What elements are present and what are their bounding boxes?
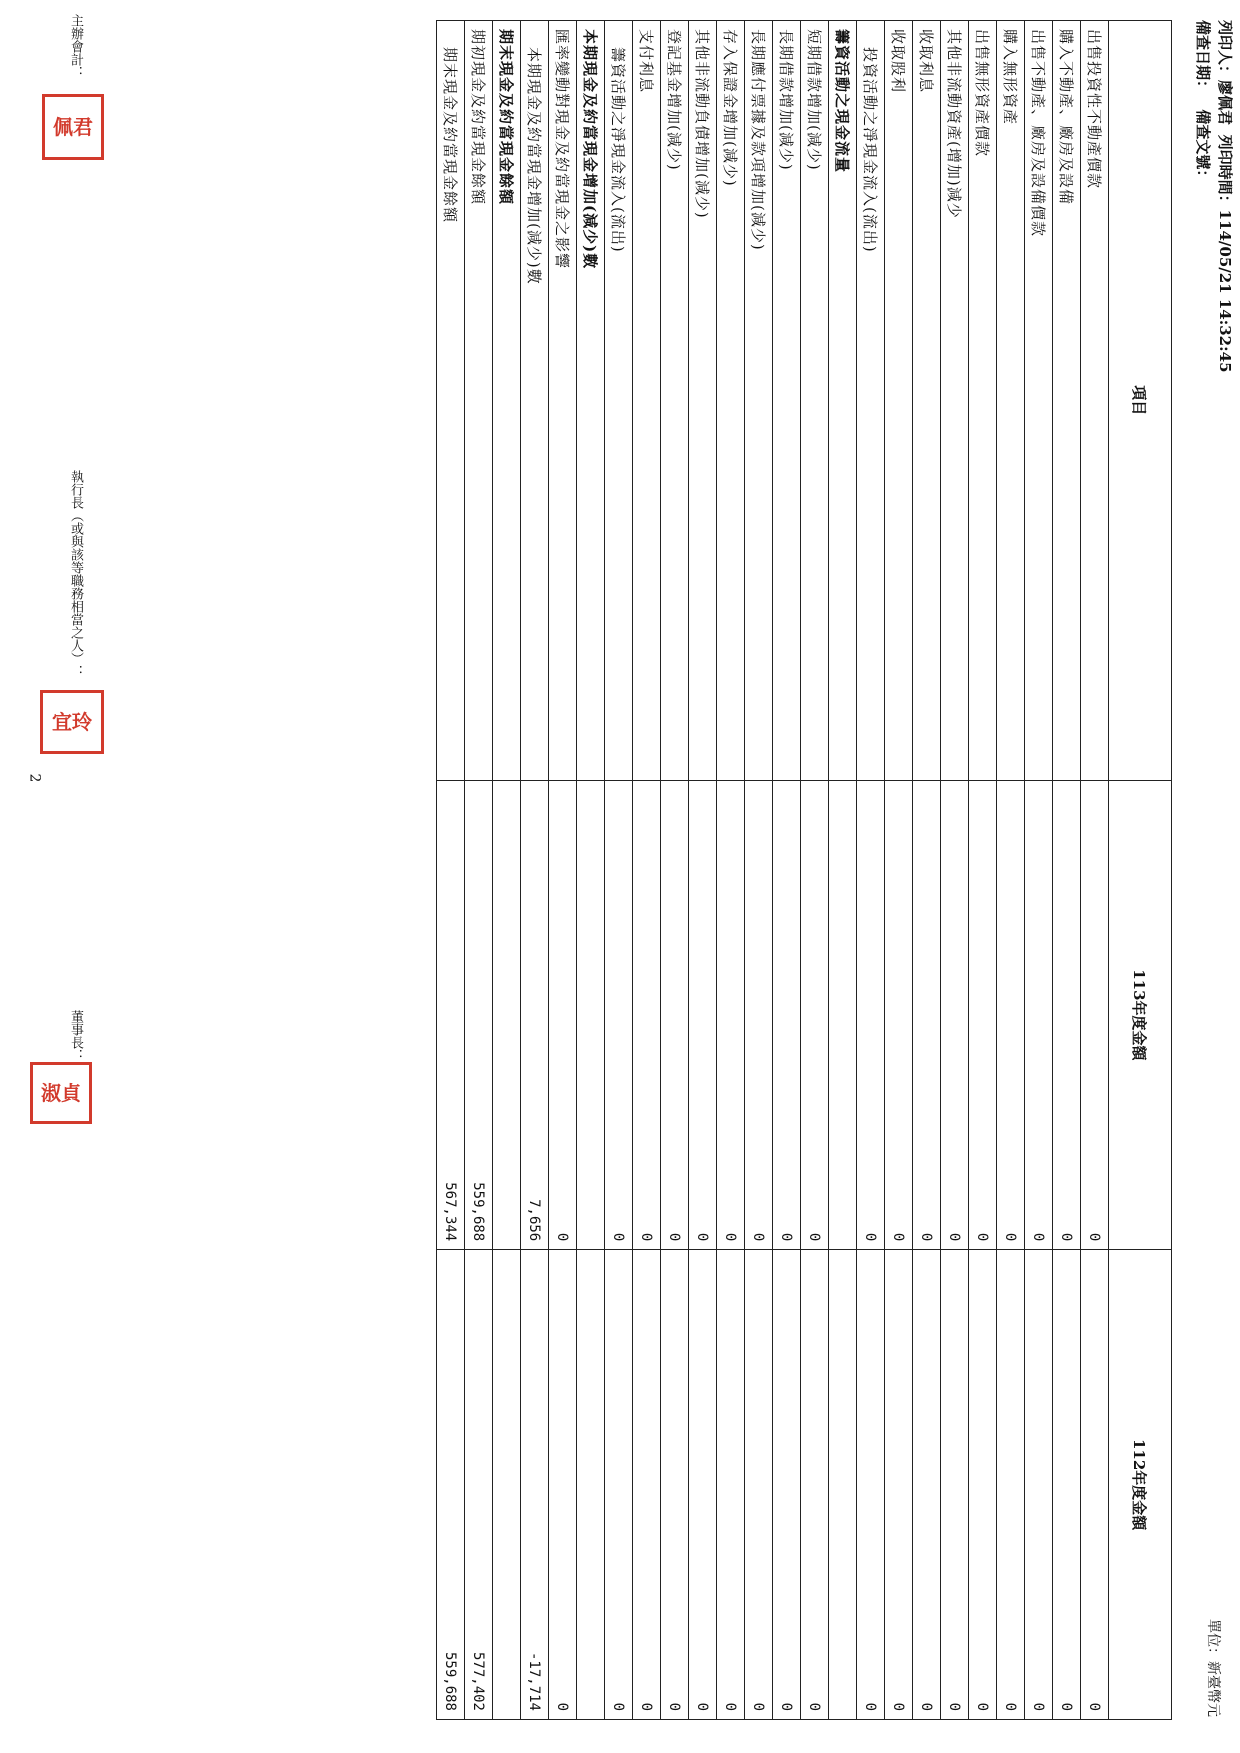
- chairman-seal: 淑貞: [30, 1062, 92, 1124]
- table-row: [1053, 21, 1081, 1720]
- row-label: 籌資活動之現金流量: [829, 21, 857, 781]
- row-label: 匯率變動對現金及約當現金之影響: [549, 21, 577, 781]
- chairman-label: 董事長：: [68, 1010, 83, 1062]
- amount-113: 0: [997, 780, 1025, 1250]
- amount-113: 0: [1025, 780, 1053, 1250]
- ceo-label: 執行長（或與該等職務相當之人）：: [68, 470, 83, 678]
- amount-113: 0: [1053, 780, 1081, 1250]
- amount-112: -17,714: [521, 1250, 549, 1720]
- amount-112: [577, 1250, 605, 1720]
- row-label: 本期現金及約當現金增加(減少)數: [577, 21, 605, 781]
- amount-112: 0: [941, 1250, 969, 1720]
- amount-112: 577,402: [465, 1250, 493, 1720]
- table-row: [661, 21, 689, 1720]
- amount-112: 0: [689, 1250, 717, 1720]
- amount-112: 0: [661, 1250, 689, 1720]
- row-label: 收取利息: [913, 21, 941, 781]
- amount-113: [577, 780, 605, 1250]
- row-label: 購入無形資產: [997, 21, 1025, 781]
- amount-112: 0: [969, 1250, 997, 1720]
- table-row: [885, 21, 913, 1720]
- table-row: [521, 21, 549, 1720]
- row-label: 登記基金增加(減少): [661, 21, 689, 781]
- amount-113: 7,656: [521, 780, 549, 1250]
- amount-113: 0: [633, 780, 661, 1250]
- table-row: [633, 21, 661, 1720]
- row-label: 出售不動產、廠房及設備價款: [1025, 21, 1053, 781]
- amount-113: 0: [1081, 780, 1109, 1250]
- table-row: [745, 21, 773, 1720]
- print-time: 114/05/21 14:32:45: [1216, 209, 1234, 373]
- table-row: [437, 21, 465, 1720]
- table-body: [437, 21, 1109, 1720]
- table-row: [717, 21, 745, 1720]
- col-113-header: 113年度金額: [1109, 780, 1172, 1250]
- amount-112: 0: [997, 1250, 1025, 1720]
- amount-113: 0: [717, 780, 745, 1250]
- amount-113: 0: [801, 780, 829, 1250]
- table-row: [997, 21, 1025, 1720]
- amount-113: 559,688: [465, 780, 493, 1250]
- amount-112: 0: [857, 1250, 885, 1720]
- amount-113: 0: [689, 780, 717, 1250]
- row-label: 短期借款增加(減少): [801, 21, 829, 781]
- cash-flow-table: [436, 20, 1172, 1720]
- table-row: [465, 21, 493, 1720]
- amount-112: 0: [1081, 1250, 1109, 1720]
- row-label: 期初現金及約當現金餘額: [465, 21, 493, 781]
- table-row: [857, 21, 885, 1720]
- table-row: [1025, 21, 1053, 1720]
- table-row: [493, 21, 521, 1720]
- amount-112: 0: [717, 1250, 745, 1720]
- row-label: 支付利息: [633, 21, 661, 781]
- row-label: 籌資活動之淨現金流入(流出): [605, 21, 633, 781]
- amount-112: 0: [549, 1250, 577, 1720]
- amount-113: 0: [661, 780, 689, 1250]
- print-time-label: 列印時間：: [1216, 134, 1234, 210]
- row-label: 本期現金及約當現金增加(減少)數: [521, 21, 549, 781]
- printer-label: 列印人：: [1216, 20, 1234, 81]
- table-row: [969, 21, 997, 1720]
- amount-112: 0: [913, 1250, 941, 1720]
- amount-113: 0: [773, 780, 801, 1250]
- amount-112: 0: [1025, 1250, 1053, 1720]
- amount-113: 0: [745, 780, 773, 1250]
- row-label: 出售投資性不動產價款: [1081, 21, 1109, 781]
- table-row: [913, 21, 941, 1720]
- amount-112: 0: [885, 1250, 913, 1720]
- row-label: 出售無形資產價款: [969, 21, 997, 781]
- row-label: 收取股利: [885, 21, 913, 781]
- amount-113: 0: [969, 780, 997, 1250]
- amount-112: 0: [745, 1250, 773, 1720]
- row-label: 期末現金及約當現金餘額: [437, 21, 465, 781]
- amount-113: 0: [549, 780, 577, 1250]
- row-label: 長期借款增加(減少): [773, 21, 801, 781]
- table-row: [605, 21, 633, 1720]
- amount-112: [829, 1250, 857, 1720]
- amount-113: 0: [605, 780, 633, 1250]
- table-row: [1081, 21, 1109, 1720]
- amount-112: 0: [633, 1250, 661, 1720]
- printer-name: 廖佩君: [1216, 80, 1234, 126]
- amount-113: 0: [857, 780, 885, 1250]
- row-label: 長期應付票據及款項增加(減少): [745, 21, 773, 781]
- amount-113: 567,344: [437, 780, 465, 1250]
- row-label: 其他非流動資產(增加)減少: [941, 21, 969, 781]
- table-row: [549, 21, 577, 1720]
- amount-112: 0: [1053, 1250, 1081, 1720]
- row-label: 其他非流動負債增加(減少): [689, 21, 717, 781]
- amount-113: [829, 780, 857, 1250]
- table-row: [801, 21, 829, 1720]
- amount-112: 0: [773, 1250, 801, 1720]
- table-row: [689, 21, 717, 1720]
- table-row: [773, 21, 801, 1720]
- amount-113: 0: [941, 780, 969, 1250]
- table-row: [829, 21, 857, 1720]
- amount-113: 0: [885, 780, 913, 1250]
- table-row: [577, 21, 605, 1720]
- amount-112: 0: [801, 1250, 829, 1720]
- row-label: 投資活動之淨現金流入(流出): [857, 21, 885, 781]
- table-row: [941, 21, 969, 1720]
- amount-113: [493, 780, 521, 1250]
- amount-112: 0: [605, 1250, 633, 1720]
- row-label: 期末現金及約當現金餘額: [493, 21, 521, 781]
- currency-unit: 單位：新臺幣元: [1205, 1619, 1221, 1717]
- accountant-label: 主辦會計：: [68, 14, 83, 79]
- col-112-header: 112年度金額: [1109, 1250, 1172, 1720]
- table-header-row: [1109, 21, 1172, 1720]
- filing-doc-label: 備查文號：: [1194, 109, 1212, 185]
- row-label: 購入不動產、廠房及設備: [1053, 21, 1081, 781]
- row-label: 存入保證金增加(減少): [717, 21, 745, 781]
- col-item-header: 項目: [1109, 21, 1172, 781]
- amount-112: 559,688: [437, 1250, 465, 1720]
- filing-date-label: 備查日期：: [1194, 20, 1212, 96]
- filing-info-line: [1193, 20, 1214, 184]
- ceo-seal: 宜玲: [40, 690, 104, 754]
- amount-113: 0: [913, 780, 941, 1250]
- accountant-seal: 佩君: [42, 94, 104, 160]
- amount-112: [493, 1250, 521, 1720]
- page-number: 2: [26, 773, 43, 783]
- print-info-line: [1215, 20, 1236, 373]
